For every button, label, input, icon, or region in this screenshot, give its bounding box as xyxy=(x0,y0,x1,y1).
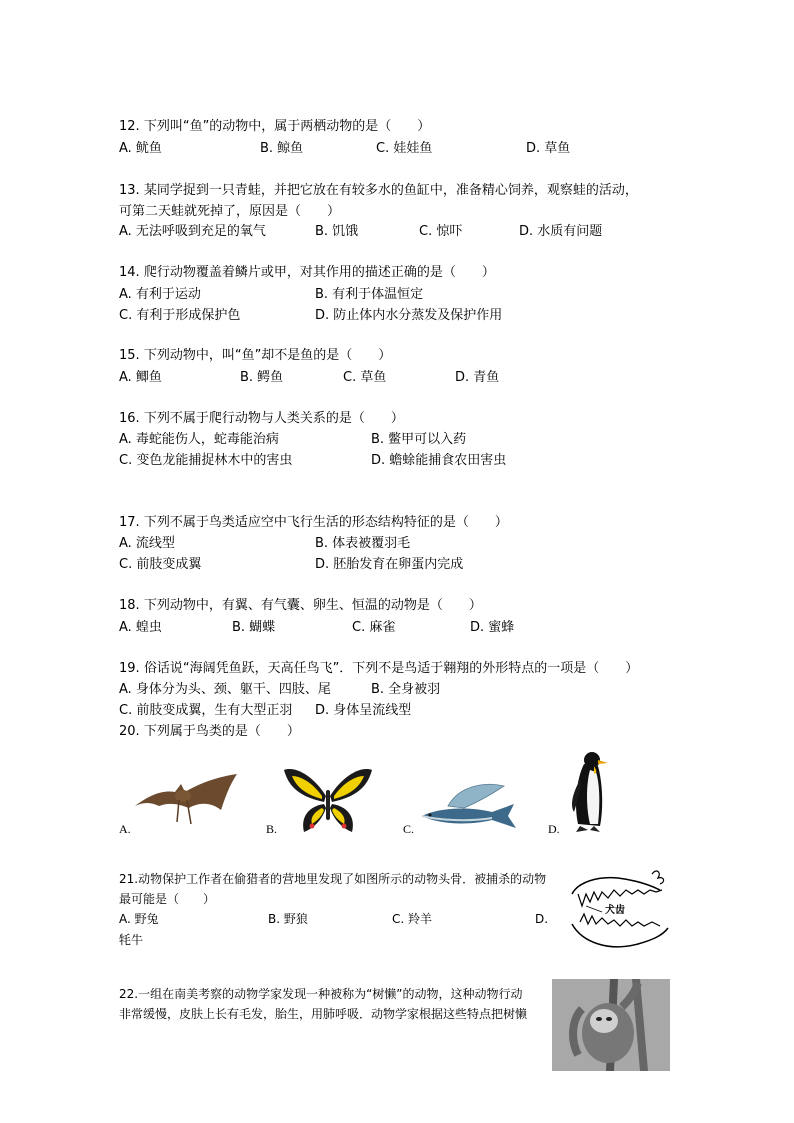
q19-option-b[interactable]: B. 全身被羽 xyxy=(371,682,441,697)
q14-option-a[interactable]: A. 有利于运动 xyxy=(119,287,201,302)
q17-option-d[interactable]: D. 胚胎发育在卵蛋内完成 xyxy=(315,557,464,572)
q19-option-d[interactable]: D. 身体呈流线型 xyxy=(315,703,412,718)
q18-option-d[interactable]: D. 蜜蜂 xyxy=(470,620,515,635)
q19-option-c[interactable]: C. 前肢变成翼，生有大型正羽 xyxy=(119,703,293,718)
q14-option-c[interactable]: C. 有利于形成保护色 xyxy=(119,308,241,323)
q15-option-b[interactable]: B. 鳄鱼 xyxy=(240,370,284,385)
q22-stem-line2: 非常缓慢，皮肤上长有毛发，胎生，用肺呼吸．动物学家根据这些特点把树懒 xyxy=(119,1007,528,1021)
penguin-image xyxy=(564,750,612,834)
q20-option-b[interactable]: B. xyxy=(266,822,278,836)
q21-stem-line2: 最可能是（ ） xyxy=(119,892,216,906)
q16-option-d[interactable]: D. 蟾蜍能捕食农田害虫 xyxy=(371,453,507,468)
q15-option-c[interactable]: C. 草鱼 xyxy=(343,370,387,385)
q12-option-c[interactable]: C. 娃娃鱼 xyxy=(376,141,433,156)
q20-stem: 20. 下列属于鸟类的是（ ） xyxy=(119,724,300,739)
q17-option-a[interactable]: A. 流线型 xyxy=(119,536,175,551)
q13-stem-line2: 可第二天蛙就死掉了，原因是（ ） xyxy=(119,204,341,219)
q21-option-d-text: 牦牛 xyxy=(119,933,144,947)
q18-option-c[interactable]: C. 麻雀 xyxy=(352,620,396,635)
q15-stem: 15. 下列动物中，叫“鱼”却不是鱼的是（ ） xyxy=(119,348,392,363)
q16-option-b[interactable]: B. 鳖甲可以入药 xyxy=(371,432,467,447)
q13-option-d[interactable]: D. 水质有问题 xyxy=(519,224,603,239)
q12-stem: 12. 下列叫“鱼”的动物中，属于两栖动物的是（ ） xyxy=(119,119,431,134)
q13-option-c[interactable]: C. 惊吓 xyxy=(419,224,463,239)
q21-option-b[interactable]: B. 野狼 xyxy=(268,912,308,926)
q12-option-b[interactable]: B. 鲸鱼 xyxy=(260,141,304,156)
q15-option-d[interactable]: D. 青鱼 xyxy=(455,370,500,385)
q21-option-a[interactable]: A. 野兔 xyxy=(119,912,159,926)
sloth-photo xyxy=(552,979,670,1071)
q17-stem: 17. 下列不属于鸟类适应空中飞行生活的形态结构特征的是（ ） xyxy=(119,515,508,530)
q19-option-a[interactable]: A. 身体分为头、颈、躯干、四肢、尾 xyxy=(119,682,331,697)
q12-option-a[interactable]: A. 鱿鱼 xyxy=(119,141,162,156)
q17-option-c[interactable]: C. 前肢变成翼 xyxy=(119,557,202,572)
q20-option-d[interactable]: D. xyxy=(548,822,560,836)
bat-image xyxy=(133,772,243,832)
q16-option-c[interactable]: C. 变色龙能捕捉林木中的害虫 xyxy=(119,453,293,468)
q19-stem: 19. 俗话说“海阔凭鱼跃，天高任鸟飞”．下列不是鸟适于翱翔的外形特点的一项是（ ） xyxy=(119,661,639,676)
q16-stem: 16. 下列不属于爬行动物与人类关系的是（ ） xyxy=(119,411,404,426)
q20-option-a[interactable]: A. xyxy=(119,822,131,836)
q14-stem: 14. 爬行动物覆盖着鳞片或甲，对其作用的描述正确的是（ ） xyxy=(119,265,495,280)
q14-option-d[interactable]: D. 防止体内水分蒸发及保护作用 xyxy=(315,308,503,323)
q16-option-a[interactable]: A. 毒蛇能伤人，蛇毒能治病 xyxy=(119,432,279,447)
q22-stem: 22.一组在南美考察的动物学家发现一种被称为“树懒”的动物，这种动物行动 xyxy=(119,987,523,1001)
q15-option-a[interactable]: A. 鲫鱼 xyxy=(119,370,162,385)
q18-option-b[interactable]: B. 蝴蝶 xyxy=(232,620,276,635)
q18-stem: 18. 下列动物中，有翼、有气囊、卵生、恒温的动物是（ ） xyxy=(119,598,482,613)
flying-fish-image xyxy=(418,782,518,832)
q18-option-a[interactable]: A. 蝗虫 xyxy=(119,620,162,635)
q13-option-a[interactable]: A. 无法呼吸到充足的氧气 xyxy=(119,224,266,239)
q14-option-b[interactable]: B. 有利于体温恒定 xyxy=(315,287,424,302)
q21-option-c[interactable]: C. 羚羊 xyxy=(392,912,433,926)
q12-option-d[interactable]: D. 草鱼 xyxy=(526,141,571,156)
canine-tooth-label: 犬齿 xyxy=(605,905,625,916)
butterfly-image xyxy=(282,766,374,836)
q17-option-b[interactable]: B. 体表被覆羽毛 xyxy=(315,536,411,551)
q20-option-c[interactable]: C. xyxy=(403,822,415,836)
q13-stem: 13. 某同学捉到一只青蛙，并把它放在有较多水的鱼缸中，准备精心饲养，观察蛙的活动， xyxy=(119,183,638,198)
q13-option-b[interactable]: B. 饥饿 xyxy=(315,224,359,239)
q21-option-d[interactable]: D. xyxy=(535,912,549,926)
q21-stem: 21.动物保护工作者在偷猎者的营地里发现了如图所示的动物头骨．被捕杀的动物 xyxy=(119,872,547,886)
